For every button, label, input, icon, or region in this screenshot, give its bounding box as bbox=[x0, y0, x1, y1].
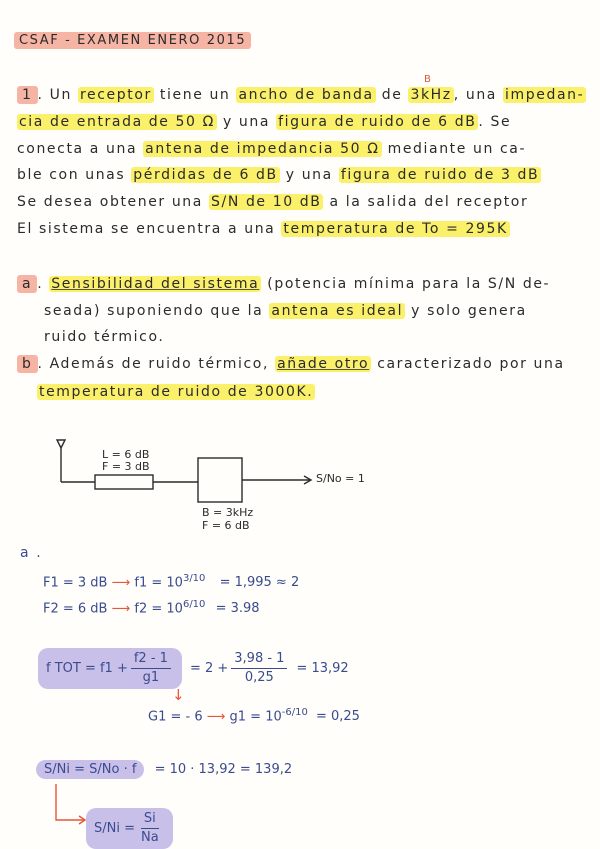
f1-line: F1 = 3 dB ⟶ $f1 = 10^{3/10} = 1,995 \approx 2$ bbox=[43, 573, 300, 591]
solution-label: a . bbox=[20, 545, 43, 561]
output-snr-label: S/No = 1 bbox=[316, 472, 365, 485]
statement-line-3: conecta a una antena de impedancia 50 Ω mediante un ca- bbox=[17, 141, 527, 157]
sni-line: S/Ni = S/No · f = 10 · 13,92 = 139,2 bbox=[36, 762, 292, 777]
f2-line: F2 = 6 dB ⟶ $f2 = 10^{6/10} = 3.98$ bbox=[43, 599, 260, 617]
statement-line-5: Se desea obtener una S/N de 10 dB a la salida del receptor bbox=[17, 194, 529, 210]
question-a-line-2: seada) suponiendo que la antena es ideal y solo genera bbox=[44, 303, 527, 319]
question-a-line-3: ruido térmico. bbox=[44, 329, 165, 345]
question-b-line-1: b . Además de ruido térmico, añade otro caracterizado por una bbox=[17, 356, 565, 372]
statement-line-2: cia de entrada de 50 Ω y una figura de ruido de 6 dB . Se bbox=[19, 114, 512, 130]
arrow-down-icon: ↓ bbox=[172, 686, 185, 704]
arrow-right-icon: ⟶ bbox=[111, 575, 135, 591]
problem-number: 1 bbox=[17, 86, 38, 104]
statement-line-6: El sistema se encuentra a una temperatura de To = 295K bbox=[17, 221, 508, 237]
question-a-line-1: a . Sensibilidad del sistema (potencia mínima para la S/N de- bbox=[17, 276, 550, 292]
receiver-bw-label: B = 3kHz bbox=[202, 506, 254, 519]
question-b-line-2: temperatura de ruido de 3000K. bbox=[39, 384, 314, 400]
g1-line: G1 = - 6 ⟶ $g1 = 10^{-6/10} = 0,25$ bbox=[148, 707, 360, 725]
receiver-block bbox=[198, 458, 242, 502]
cable-labels bbox=[102, 449, 150, 473]
question-b-label: b bbox=[17, 355, 38, 373]
cable-loss-label: L = 6 dB bbox=[102, 448, 150, 461]
correction-mark: B bbox=[424, 74, 431, 85]
receiver-labels bbox=[202, 506, 253, 532]
antenna-icon bbox=[57, 440, 65, 448]
exam-header bbox=[14, 33, 251, 48]
question-a-label: a bbox=[17, 275, 37, 293]
receiver-nf-label: F = 6 dB bbox=[202, 519, 250, 532]
sni2-line: S/Ni = $\frac{Si}{Na}$ bbox=[86, 808, 173, 849]
statement-line-4: ble con unas pérdidas de 6 dB y una figura de ruido de 3 dB bbox=[17, 167, 540, 183]
cable-nf-label: F = 3 dB bbox=[102, 460, 150, 473]
arrow-right-icon: ⟶ bbox=[206, 709, 230, 725]
cable-block bbox=[95, 475, 153, 489]
statement-line-1: 1 . Un receptor tiene un ancho de banda de 3kHz , una impedan- bbox=[17, 87, 586, 103]
arrow-right-icon: ⟶ bbox=[111, 601, 135, 617]
ftot-line: f TOT = f1 + $\frac{f2 - 1}{g1}$ = 2 + $\frac{3,98 - 1}{0,25}$ = 13,92 bbox=[38, 648, 349, 689]
exam-title: CSAF - EXAMEN ENERO 2015 bbox=[14, 32, 251, 49]
block-diagram bbox=[0, 430, 600, 540]
